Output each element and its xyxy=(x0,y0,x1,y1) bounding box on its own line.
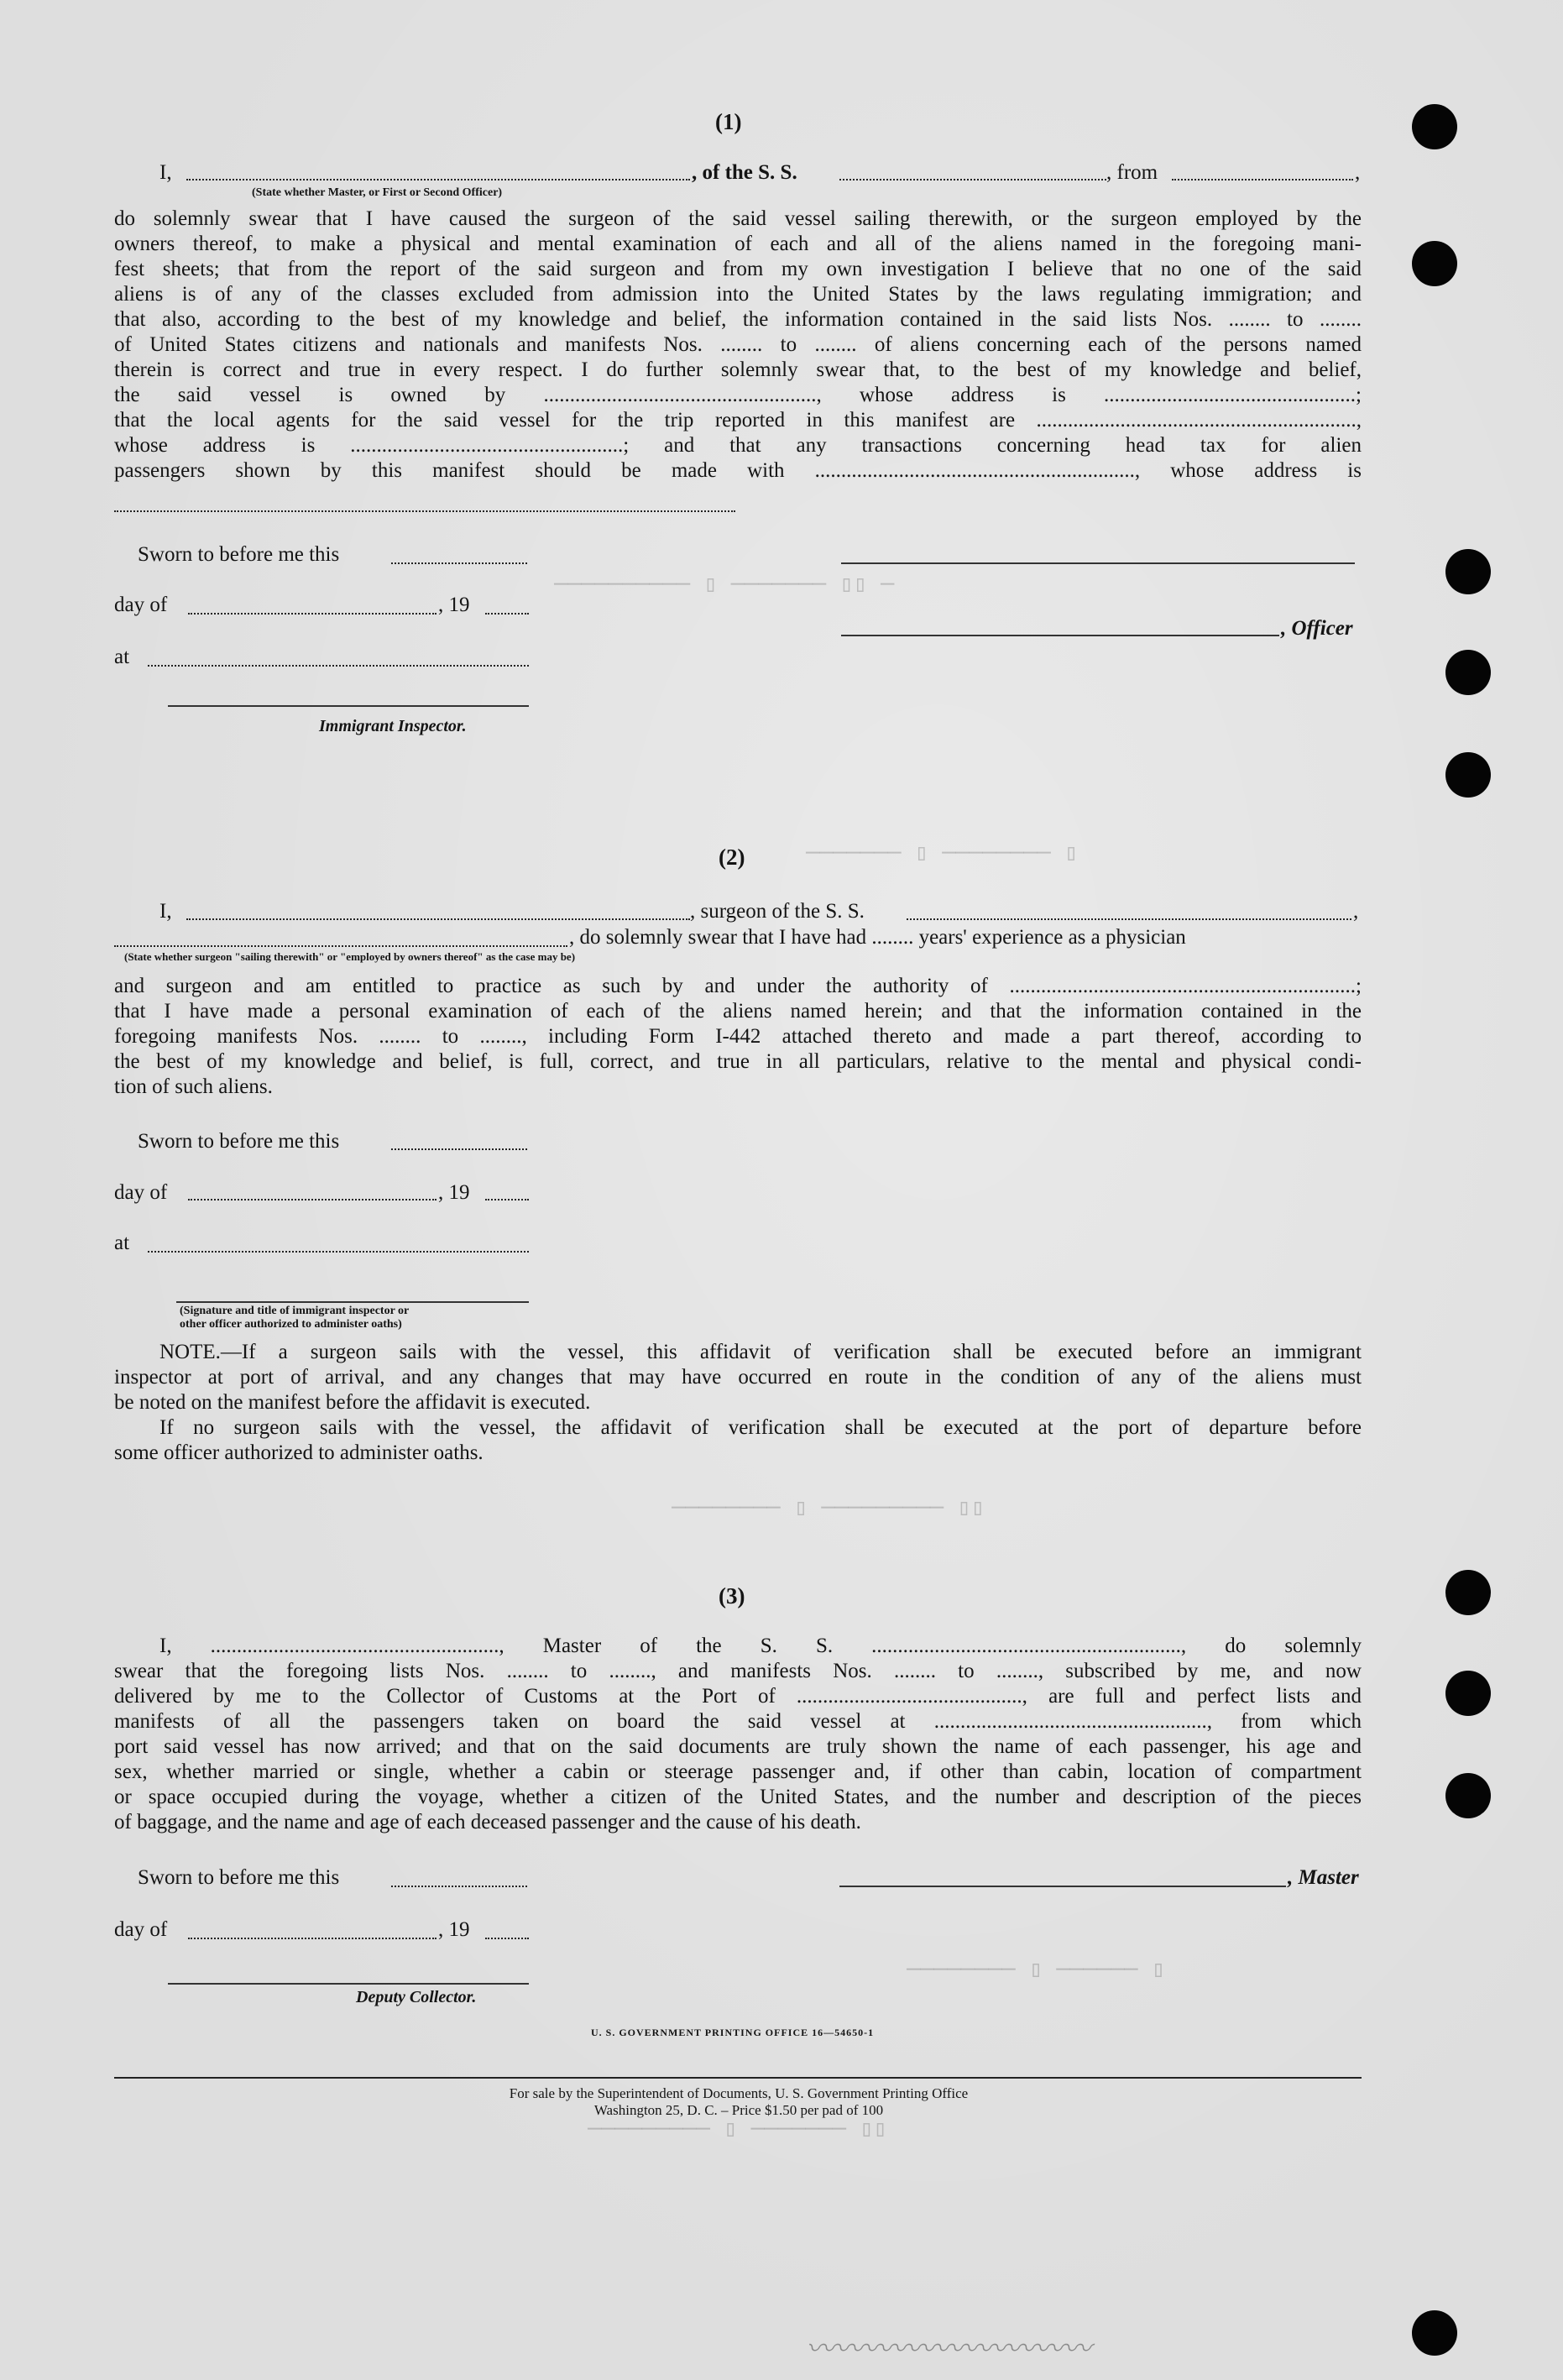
paragraph-line: or space occupied during the voyage, whether a citizen of the United States, and the number and description of the pieces xyxy=(114,1786,1362,1808)
signature-title-note: other officer authorized to administer oaths) xyxy=(180,1318,402,1331)
officer-signature-line xyxy=(841,562,1355,564)
at-line xyxy=(148,665,529,667)
paragraph-line: and surgeon and am entitled to practice as such by and under the authority of ..................................................................; xyxy=(114,975,1362,997)
punch-hole xyxy=(1445,1773,1491,1818)
day-of-line xyxy=(188,613,436,615)
paragraph-line: of United States citizens and nationals and manifests Nos. ........ to ........ of aliens concerning each of the persons named xyxy=(114,333,1362,356)
of-ss-label: , of the S. S. xyxy=(692,161,797,184)
punch-hole xyxy=(1412,104,1457,149)
bleed-through-mark: ─────── ▯ ──────── ▯ xyxy=(806,842,1079,867)
section-2-paragraph xyxy=(114,974,1362,1100)
paragraph-line: fest sheets; that from the report of the said surgeon and from my own investigation I believe that no one of the said xyxy=(114,258,1362,280)
at-label: at xyxy=(114,1232,130,1254)
sworn-label: Sworn to before me this xyxy=(138,1130,340,1153)
inspector-signature-line xyxy=(176,1301,529,1303)
paragraph-line: port said vessel has now arrived; and that on the said documents are truly shown the name of each passenger, his age and xyxy=(114,1735,1362,1758)
punch-hole xyxy=(1412,2310,1457,2356)
section-1-i-label: I, xyxy=(159,161,172,184)
immigrant-inspector-label: Immigrant Inspector. xyxy=(319,717,467,735)
note-line: inspector at port of arrival, and any changes that may have occurred en route in the condition of any of the aliens must xyxy=(114,1366,1362,1389)
state-officer-note: (State whether Master, or First or Second Officer) xyxy=(252,186,503,199)
paragraph-line: that the local agents for the said vessel for the trip reported in this manifest are ............................................................., xyxy=(114,409,1362,432)
surgeon-vessel-line xyxy=(907,918,1351,920)
paragraph-line: whose address is ....................................................; and that any transactions concerning head tax for alien xyxy=(114,434,1362,457)
from-label: , from xyxy=(1106,161,1158,184)
master-label: , Master xyxy=(1288,1866,1359,1889)
paragraph-line: of baggage, and the name and age of each deceased passenger and the cause of his death. xyxy=(114,1811,861,1833)
paragraph-line: owners thereof, to make a physical and mental examination of each and all of the aliens named in the foregoing mani- xyxy=(114,233,1362,255)
head-tax-address-line xyxy=(114,510,735,512)
paragraph-line: the best of my knowledge and belief, is full, correct, and true in all particulars, relative to the mental and physical condi- xyxy=(114,1050,1362,1073)
sworn-date-line xyxy=(391,562,527,564)
bleed-through-mark: ───────── ▯ ─────── ▯▯ xyxy=(588,2118,887,2143)
officer-label: , Officer xyxy=(1281,617,1353,640)
paragraph-line: I, ......................................................., Master of the S. S. ..........................................................., do solemnly xyxy=(159,1635,1362,1657)
paragraph-line: that also, according to the best of my knowledge and belief, the information contained in the said lists Nos. ........ to ........ xyxy=(114,308,1362,331)
section-3-paragraph xyxy=(114,1634,1362,1835)
year-line xyxy=(485,1938,529,1939)
punch-hole xyxy=(1445,650,1491,695)
handwriting-mark: 〰〰〰〰〰〰〰〰〰〰 xyxy=(806,2334,1091,2365)
year-line xyxy=(485,613,529,615)
bleed-through-mark: ──────── ▯ ───────── ▯▯ xyxy=(672,1497,985,1522)
punch-hole xyxy=(1445,1671,1491,1716)
paragraph-line: do solemnly swear that I have caused the surgeon of the said vessel sailing therewith, or the surgeon employed by the xyxy=(114,207,1362,230)
year-line xyxy=(485,1199,529,1200)
sworn-date-line xyxy=(391,1148,527,1150)
paragraph-line: that I have made a personal examination of each of the aliens named herein; and that the information contained in the xyxy=(114,1000,1362,1023)
day-of-label: day of xyxy=(114,594,168,616)
trailing-comma: , xyxy=(1353,900,1359,923)
note-line: NOTE.—If a surgeon sails with the vessel, this affidavit of verification shall be executed before an immigrant xyxy=(159,1341,1362,1363)
inspector-signature-line xyxy=(168,705,529,707)
footer-rule xyxy=(114,2077,1362,2079)
day-of-label: day of xyxy=(114,1918,168,1941)
punch-hole xyxy=(1445,549,1491,594)
sworn-date-line xyxy=(391,1886,527,1887)
section-1-number: (1) xyxy=(715,109,742,134)
surgeon-name-line xyxy=(186,918,690,920)
paragraph-line: swear that the foregoing lists Nos. ........ to ........, and manifests Nos. ........ to ........, subscribed by me, and now xyxy=(114,1660,1362,1682)
footer-line-2: Washington 25, D. C. – Price $1.50 per pad of 100 xyxy=(593,2102,884,2118)
paragraph-line: the said vessel is owned by ...................................................., whose address is ................................................; xyxy=(114,384,1362,406)
paragraph-line: sex, whether married or single, whether a cabin or steerage passenger and, if other than cabin, location of compartment xyxy=(114,1760,1362,1783)
bleed-through-mark: ──────── ▯ ────── ▯ xyxy=(907,1959,1165,1984)
note-line: be noted on the manifest before the affidavit is executed. xyxy=(114,1391,591,1414)
gpo-print-line: U. S. GOVERNMENT PRINTING OFFICE 16—54650-1 xyxy=(591,2027,875,2038)
surgeon-status-line xyxy=(114,945,567,947)
bleed-through-mark: ────────── ▯ ─────── ▯▯ ─ xyxy=(554,573,895,599)
year-19-label: , 19 xyxy=(438,1918,470,1941)
note-line: If no surgeon sails with the vessel, the affidavit of verification shall be executed at the port of departure before xyxy=(159,1416,1362,1439)
signature-title-note: (Signature and title of immigrant inspector or xyxy=(180,1305,410,1317)
punch-hole xyxy=(1445,752,1491,798)
from-port-line xyxy=(1172,179,1353,180)
paragraph-line: foregoing manifests Nos. ........ to ........, including Form I-442 attached thereto and made a part thereof, according to xyxy=(114,1025,1362,1048)
section-3-number: (3) xyxy=(719,1583,745,1608)
day-of-line xyxy=(188,1938,436,1939)
officer-signature-line-2 xyxy=(841,635,1279,636)
vessel-name-line xyxy=(839,179,1106,180)
trailing-comma: , xyxy=(1355,161,1361,184)
surgeon-status-note: (State whether surgeon "sailing therewith" or "employed by owners thereof" as the case may be) xyxy=(124,950,576,963)
sworn-label: Sworn to before me this xyxy=(138,543,340,566)
at-label: at xyxy=(114,646,130,668)
paragraph-line: delivered by me to the Collector of Customs at the Port of ..........................................., are full and perfect lists and xyxy=(114,1685,1362,1708)
experience-text: , do solemnly swear that I have had ........ years' experience as a physician xyxy=(569,926,1186,949)
paragraph-line: therein is correct and true in every respect. I do further solemnly swear that, to the best of my knowledge and belief, xyxy=(114,358,1362,381)
sworn-label: Sworn to before me this xyxy=(138,1866,340,1889)
at-line xyxy=(148,1251,529,1253)
paragraph-line: aliens is of any of the classes excluded from admission into the United States by the laws regulating immigration; and xyxy=(114,283,1362,306)
surgeon-of-label: , surgeon of the S. S. xyxy=(690,900,865,923)
day-of-line xyxy=(188,1199,436,1200)
paragraph-line: tion of such aliens. xyxy=(114,1075,273,1098)
paragraph-line: manifests of all the passengers taken on board the said vessel at ...................................................., from which xyxy=(114,1710,1362,1733)
section-1-paragraph xyxy=(114,207,1362,484)
punch-hole xyxy=(1445,1570,1491,1615)
year-19-label: , 19 xyxy=(438,594,470,616)
section-2-number: (2) xyxy=(719,845,745,870)
master-name-line xyxy=(186,179,690,180)
collector-signature-line xyxy=(168,1983,529,1985)
surgeon-note xyxy=(114,1340,1362,1466)
note-line: some officer authorized to administer oaths. xyxy=(114,1441,484,1464)
deputy-collector-label: Deputy Collector. xyxy=(356,1988,477,2006)
punch-hole xyxy=(1412,241,1457,286)
footer-line-1: For sale by the Superintendent of Documents, U. S. Government Printing Office xyxy=(509,2085,969,2101)
section-2-i-label: I, xyxy=(159,900,172,923)
day-of-label: day of xyxy=(114,1181,168,1204)
year-19-label: , 19 xyxy=(438,1181,470,1204)
paragraph-line: passengers shown by this manifest should be made with ............................................................., whose address is xyxy=(114,459,1362,482)
master-signature-line xyxy=(839,1886,1286,1887)
